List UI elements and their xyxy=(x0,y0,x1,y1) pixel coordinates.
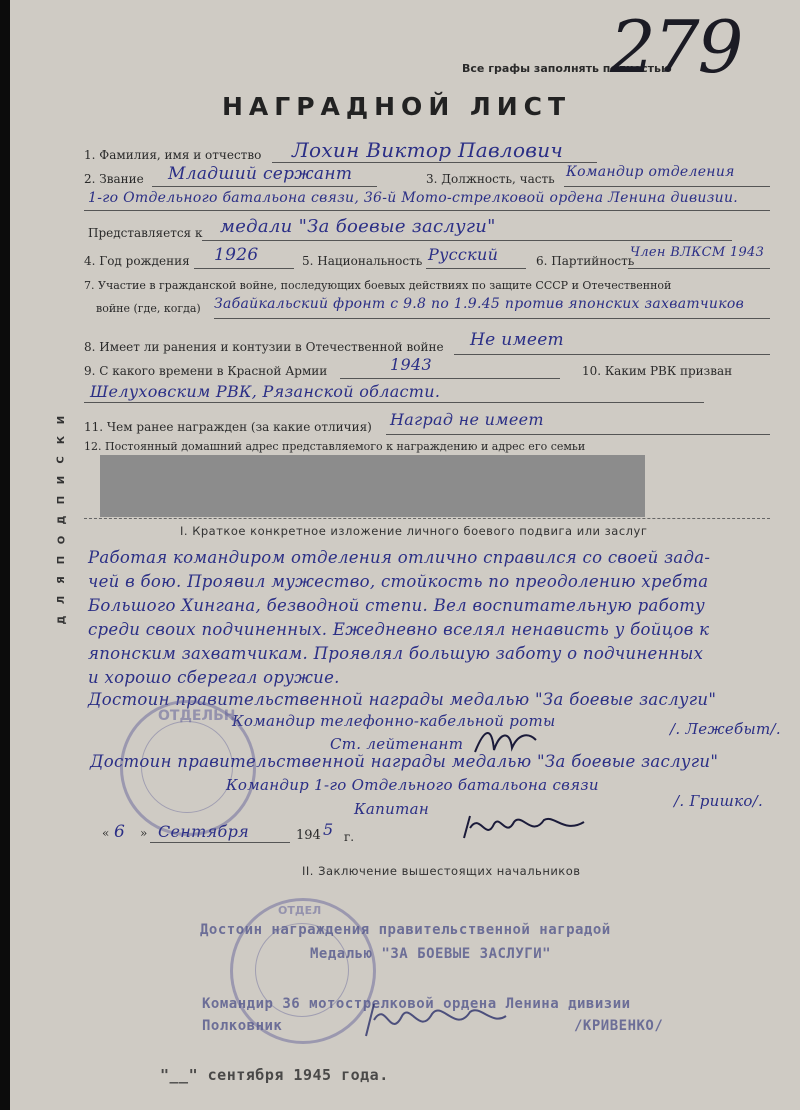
side-vertical-label: И К С И П Д О П Я Л Д xyxy=(55,415,67,625)
date-year-digit: 5 xyxy=(323,820,334,839)
f12-label: 12. Постоянный домашний адрес представляемого к награждению и адрес его семьи xyxy=(84,440,586,453)
section1-title: I. Краткое конкретное изложение личного боевого подвига или заслуг xyxy=(180,524,648,538)
stamp-2-text: ОТДЕЛ xyxy=(278,904,322,917)
narrative-line-2: чей в бою. Проявил мужество, стойкость по преодолению хребта xyxy=(88,572,709,591)
f7-label-b: войне (где, когда) xyxy=(96,302,201,315)
award-sheet xyxy=(10,0,800,1110)
f11-value: Наград не имеет xyxy=(390,410,544,429)
date-quote-open: « xyxy=(102,826,110,840)
f1-label: 1. Фамилия, имя и отчество xyxy=(84,148,262,162)
commander1-rank: Ст. лейтенант xyxy=(330,735,464,753)
narrative-line-4: среди своих подчиненных. Ежедневно вселял ненависть у бойцов к xyxy=(88,620,710,639)
narrative-line-6: и хорошо сберегал оружие. xyxy=(88,668,340,687)
narrative-line-5: японским захватчикам. Проявлял большую заботу о подчиненных xyxy=(88,644,704,663)
f10-value: Шелуховским РВК, Рязанской области. xyxy=(90,382,441,401)
recommendation-1: Достоин правительственной награды медалью "За боевые заслуги" xyxy=(88,690,717,709)
f9-label: 9. С какого времени в Красной Армии xyxy=(84,364,328,378)
f7-value: Забайкальский фронт с 9.8 по 1.9.45 против японских захватчиков xyxy=(214,296,745,312)
f2-value: Младший сержант xyxy=(168,164,353,184)
date-year-prefix: 194 xyxy=(296,828,321,843)
present-label: Представляется к xyxy=(88,226,203,240)
recommendation-2: Достоин правительственной награды медалью "За боевые заслуги" xyxy=(90,752,719,771)
f5-label: 5. Национальность xyxy=(302,254,423,268)
commander2-title: Командир 1-го Отдельного батальона связи xyxy=(226,776,599,794)
date-day: 6 xyxy=(114,822,126,842)
f8-value: Не имеет xyxy=(470,330,564,350)
f9-value: 1943 xyxy=(390,355,432,374)
redaction-box xyxy=(100,455,645,517)
signature-2 xyxy=(460,808,590,848)
commander1-name: /. Лежебыт/. xyxy=(670,720,781,738)
fill-all-fields-note: Все графы заполнять полностью xyxy=(462,62,672,75)
f6-label: 6. Партийность xyxy=(536,254,635,268)
section2-title: II. Заключение вышестоящих начальников xyxy=(302,864,581,878)
commander1-title: Командир телефонно-кабельной роты xyxy=(232,712,556,730)
narrative-line-3: Большого Хингана, безводной степи. Вел воспитательную работу xyxy=(88,596,706,615)
stamp-1-text: ОТДЕЛЬН xyxy=(158,708,236,724)
f6-value: Член ВЛКСМ 1943 xyxy=(630,245,765,260)
f4-label: 4. Год рождения xyxy=(84,254,190,268)
date-quote-close: » xyxy=(140,826,148,840)
commander2-rank: Капитан xyxy=(354,800,430,818)
signature-3 xyxy=(360,996,510,1046)
conclusion-line-4: Полковник xyxy=(202,1018,283,1034)
f4-value: 1926 xyxy=(214,245,259,265)
f10-label: 10. Каким РВК призван xyxy=(582,364,733,378)
date-suffix: г. xyxy=(344,830,355,844)
commander2-name: /. Гришко/. xyxy=(674,792,764,810)
f5-value: Русский xyxy=(428,245,499,264)
f3-value-a: Командир отделения xyxy=(566,164,735,180)
document-title: НАГРАДНОЙ ЛИСТ xyxy=(222,92,572,121)
f1-value: Лохин Виктор Павлович xyxy=(292,138,564,162)
narrative-line-1: Работая командиром отделения отлично справился со своей зада- xyxy=(88,548,711,567)
document-number: 279 xyxy=(610,5,742,89)
date-month: Сентября xyxy=(158,822,250,841)
conclusion-line-2: Медалью "ЗА БОЕВЫЕ ЗАСЛУГИ" xyxy=(310,946,552,962)
f11-label: 11. Чем ранее награжден (за какие отличия) xyxy=(84,420,372,434)
conclusion-line-1: Достоин награждения правительственной наградой xyxy=(200,922,611,938)
conclusion-line-3: Командир 36 мотострелковой ордена Ленина дивизии xyxy=(202,996,631,1012)
f7-label-a: 7. Участие в гражданской войне, последующих боевых действиях по защите СССР и Отечественной xyxy=(84,279,672,292)
f8-label: 8. Имеет ли ранения и контузии в Отечественной войне xyxy=(84,340,444,354)
f2-label: 2. Звание xyxy=(84,172,144,186)
conclusion-line-5: /КРИВЕНКО/ xyxy=(574,1018,664,1034)
f3-value-b: 1-го Отдельного батальона связи, 36-й Мото-стрелковой ордена Ленина дивизии. xyxy=(88,190,739,206)
f3-label: 3. Должность, часть xyxy=(426,172,555,186)
present-value: медали "За боевые заслуги" xyxy=(220,216,496,237)
conclusion-date: "__" сентября 1945 года. xyxy=(160,1066,389,1084)
